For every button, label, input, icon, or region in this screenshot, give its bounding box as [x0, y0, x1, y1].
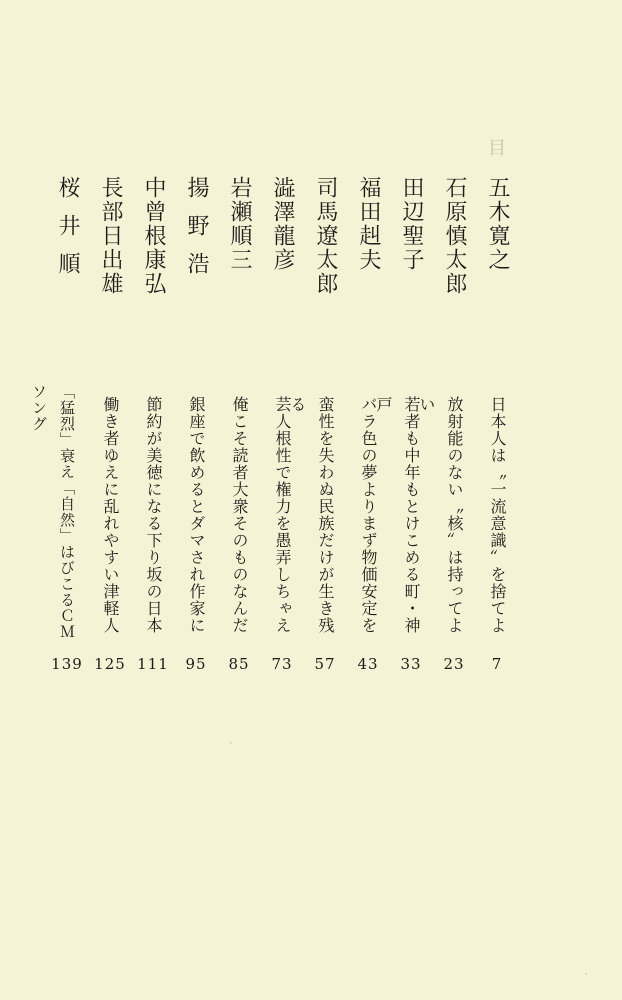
essay-title: 銀座で飲めるとダマされ作家に: [187, 396, 206, 634]
author-name: 中曾根康弘: [141, 176, 166, 296]
toc-entry: [92, 176, 128, 676]
header-mark: 目: [485, 138, 506, 156]
essay-title: 節約が美徳になる下り坂の日本: [144, 396, 163, 634]
essay-title: バラ色の夢よりまず物価安定を: [359, 396, 378, 634]
page-number: 23: [443, 655, 465, 673]
author-name: 澁澤龍彦: [270, 176, 295, 272]
paper-speck: [230, 742, 232, 744]
toc-entry: [264, 176, 300, 676]
essay-title: 芸人根性で権力を愚弄しちゃえ: [273, 396, 292, 634]
essay-title: 「猛烈」衰え「自然」はびこるＣＭソング: [30, 384, 76, 640]
toc-entry: [350, 176, 386, 676]
paper-speck: [585, 973, 587, 975]
toc-entry: [178, 176, 214, 676]
essay-title: 日本人は〝一流意識〟を捨てよ: [488, 396, 507, 634]
page-number: 139: [51, 655, 83, 673]
toc-entry: [417, 176, 472, 676]
author-name: 五木寛之: [485, 176, 510, 272]
essay-title: 放射能のない〝核〟は持ってよい: [417, 396, 464, 634]
page-number: 85: [228, 655, 250, 673]
toc-entry: [288, 176, 343, 676]
toc-entry: [374, 176, 429, 676]
page-number: 33: [400, 655, 422, 673]
page-number: 57: [314, 655, 336, 673]
page-number: 7: [491, 655, 503, 673]
author-name: 長部日出雄: [98, 176, 123, 296]
essay-title: 若者も中年もとけこめる町・神戸: [374, 396, 421, 634]
author-name: 岩瀬順三: [227, 176, 252, 272]
page-number: 43: [357, 655, 379, 673]
page-number: 111: [137, 655, 169, 673]
author-name: 桜井順: [55, 176, 80, 290]
page-number: 73: [271, 655, 293, 673]
toc-entry: [135, 176, 171, 676]
author-name: 石原慎太郎: [442, 176, 467, 296]
author-name: 司馬遼太郎: [313, 176, 338, 296]
author-name: 田辺聖子: [399, 176, 424, 272]
essay-title: 俺こそ読者大衆そのものなんだ: [230, 396, 249, 634]
toc-entry: [30, 176, 85, 676]
toc-entry: [221, 176, 257, 676]
author-name: 福田赳夫: [356, 176, 381, 272]
essay-title: 働き者ゆえに乱れやすい津軽人: [101, 396, 120, 634]
page-number: 95: [185, 655, 207, 673]
essay-title: 蛮性を失わぬ民族だけが生き残る: [288, 396, 335, 634]
author-name: 揚野浩: [184, 176, 209, 290]
page-number: 125: [94, 655, 126, 673]
toc-entry: [479, 176, 515, 676]
